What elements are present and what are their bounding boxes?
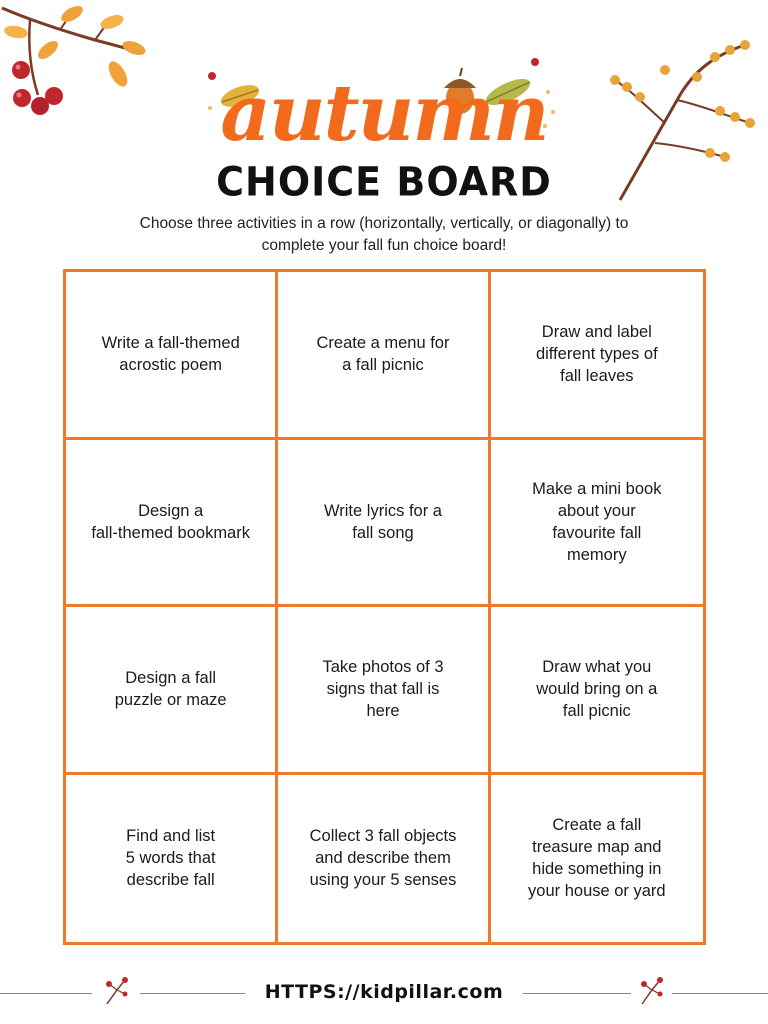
board-cell: Create a fall treasure map and hide something in your house or yard <box>528 816 666 901</box>
board-cell: Collect 3 fall objects and describe them using your 5 senses <box>278 775 490 943</box>
board-cell: Design a fall-themed bookmark <box>66 440 278 608</box>
board-cell: Write lyrics for a fall song <box>278 440 490 608</box>
board-cell: Write a fall-themed acrostic poem <box>66 272 278 440</box>
board-cell: Make a mini book about your favourite fall memory <box>491 440 703 608</box>
board-cell: Design a fall puzzle or maze <box>66 607 278 775</box>
instructions <box>90 213 678 257</box>
board-cell: Draw what you would bring on a fall picnic <box>491 607 703 775</box>
berry-sprig-icon <box>638 976 664 1006</box>
board-cell: Take photos of 3 signs that fall is here <box>278 607 490 775</box>
autumn-script-title <box>0 48 768 158</box>
footer-divider <box>140 993 245 994</box>
board-cell: Find and list 5 words that describe fall <box>66 775 278 943</box>
footer-divider <box>523 993 631 994</box>
instructions-line-1: Choose three activities in a row (horizontally, vertically, or diagonally) to <box>139 215 629 232</box>
footer-url[interactable]: HTTPS://kidpillar.com <box>264 981 504 1003</box>
footer-divider <box>672 993 768 994</box>
board-cell: Create a menu for a fall picnic <box>278 272 490 440</box>
svg-text:autumn: autumn <box>220 68 548 158</box>
choice-board-grid <box>63 269 706 945</box>
footer-divider <box>0 993 92 994</box>
page-title: CHOICE BOARD <box>216 158 552 206</box>
instructions-line-2: complete your fall fun choice board! <box>261 237 507 254</box>
board-cell: Draw and label different types of fall leaves <box>491 272 703 440</box>
berry-sprig-icon <box>103 976 129 1006</box>
